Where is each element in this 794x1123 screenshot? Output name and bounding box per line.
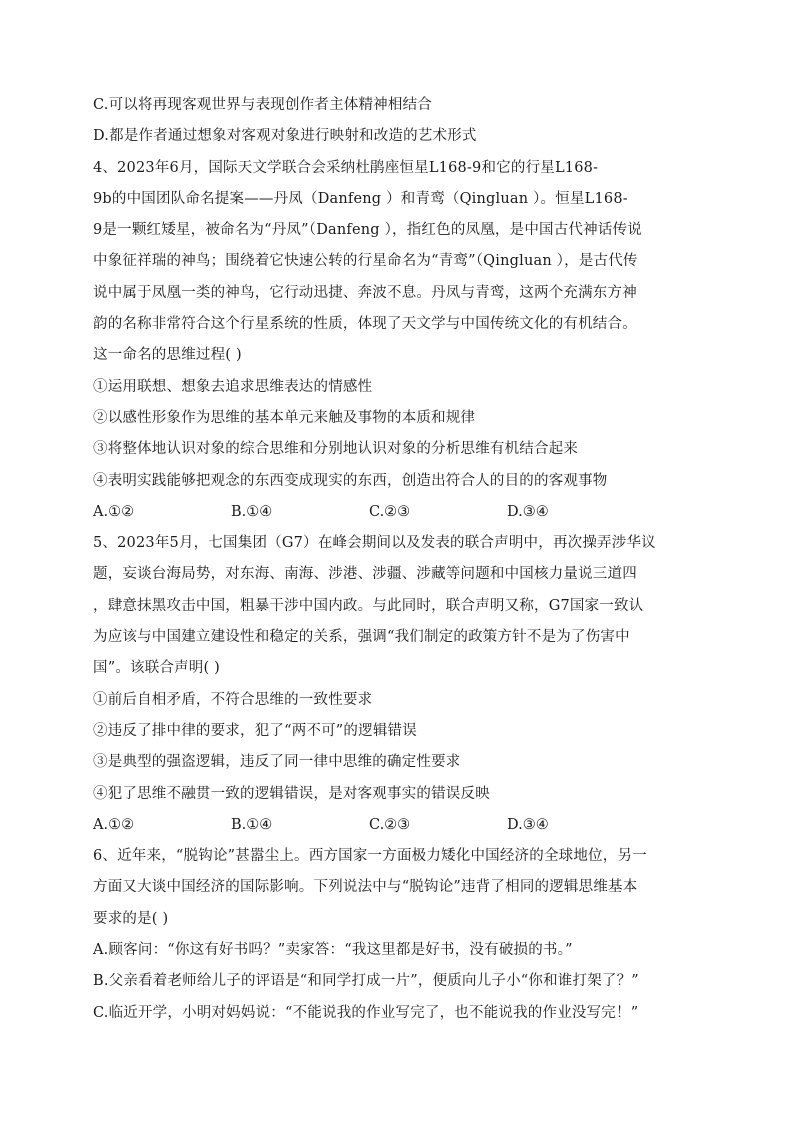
q5-option-a[interactable]: A.①② <box>93 816 135 833</box>
q3-option-d: D.都是作者通过想象对客观对象进行映射和改造的艺术形式 <box>93 128 477 145</box>
question-6 <box>93 841 705 1029</box>
q5-option-d[interactable]: D.③④ <box>507 816 549 833</box>
q5-options <box>93 810 705 841</box>
q6-stem-line: 方面又大谈中国经济的国际影响。下列说法中与“脱钩论”违背了相同的逻辑思维基本 <box>93 879 638 896</box>
q5-stem-line: 国”。该联合声明( ) <box>93 660 221 677</box>
q6-stem-line: 要求的是( ) <box>93 910 169 927</box>
q5-stem-line: 题，妄谈台海局势，对东海、南海、涉港、涉疆、涉藏等问题和中国核力量说三道四 <box>93 566 637 583</box>
q6-option-b[interactable]: B.父亲看着老师给儿子的评语是“和同学打成一片”，便质向儿子小“你和谁打架了？” <box>93 973 639 990</box>
q5-statement-3: ③是典型的强盗逻辑，违反了同一律中思维的确定性要求 <box>93 754 461 771</box>
q4-stem-line: 中象征祥瑞的神鸟；围绕着它快速公转的行星命名为“青鸾”（Qingluan ），是古代传 <box>93 253 638 270</box>
question-4 <box>93 153 705 529</box>
exam-page <box>93 90 705 1029</box>
q5-option-b[interactable]: B.①④ <box>231 816 273 833</box>
q4-option-d[interactable]: D.③④ <box>507 503 549 520</box>
question-5 <box>93 528 705 841</box>
q4-options <box>93 497 705 528</box>
q5-statement-1: ①前后自相矛盾，不符合思维的一致性要求 <box>93 691 373 708</box>
q4-statement-2: ②以感性形象作为思维的基本单元来触及事物的本质和规律 <box>93 409 476 426</box>
q4-statement-3: ③将整体地认识对象的综合思维和分别地认识对象的分析思维有机结合起来 <box>93 441 579 458</box>
q4-stem-line: 4、2023年6月，国际天文学联合会采纳杜鹃座恒星L168-9和它的行星L168- <box>93 159 599 176</box>
q5-option-c[interactable]: C.②③ <box>369 816 411 833</box>
q4-stem-line: 9是一颗红矮星，被命名为“丹凤”（Danfeng ），指红色的凤凰，是中国古代神话传说 <box>93 222 642 239</box>
q4-stem-line: 9b的中国团队命名提案——丹凤（Danfeng ）和青鸾（Qingluan ）。恒星L168- <box>93 190 628 207</box>
q5-stem-line: 5、2023年5月，七国集团（G7）在峰会期间以及发表的联合声明中，再次操弄涉华议 <box>93 535 656 552</box>
q4-option-c[interactable]: C.②③ <box>369 503 411 520</box>
q4-option-a[interactable]: A.①② <box>93 503 135 520</box>
q5-stem-line: ，肆意抹黑攻击中国，粗暴干涉中国内政。与此同时，联合声明又称，G7国家一致认 <box>93 597 644 614</box>
q4-statement-1: ①运用联想、想象去追求思维表达的情感性 <box>93 378 373 395</box>
q4-option-b[interactable]: B.①④ <box>231 503 273 520</box>
q5-statement-2: ②违反了排中律的要求，犯了“两不可”的逻辑错误 <box>93 722 417 739</box>
q6-option-c[interactable]: C.临近开学，小明对妈妈说：“不能说我的作业写完了，也不能说我的作业没写完！” <box>93 1004 639 1021</box>
q4-statement-4: ④表明实践能够把观念的东西变成现实的东西，创造出符合人的目的的客观事物 <box>93 472 608 489</box>
q5-stem-line: 为应该与中国建立建设性和稳定的关系，强调“我们制定的政策方针不是为了伤害中 <box>93 629 630 646</box>
q6-stem-line: 6、近年来，“脱钩论”甚嚣尘上。西方国家一方面极力矮化中国经济的全球地位，另一 <box>93 848 647 865</box>
q6-option-a[interactable]: A.顾客问：“你这有好书吗？”卖家答：“我这里都是好书，没有破损的书。” <box>93 942 573 959</box>
q5-statement-4: ④犯了思维不融贯一致的逻辑错误，是对客观事实的错误反映 <box>93 785 490 802</box>
q4-stem-line: 韵的名称非常符合这个行星系统的性质，体现了天文学与中国传统文化的有机结合。 <box>93 316 637 333</box>
q3-option-c: C.可以将再现客观世界与表现创作者主体精神相结合 <box>93 97 432 113</box>
q4-stem-line: 这一命名的思维过程( ) <box>93 347 242 364</box>
q4-stem-line: 说中属于凤凰一类的神鸟，它行动迅捷、奔波不息。丹凤与青鸾，这两个充满东方神 <box>93 284 637 301</box>
